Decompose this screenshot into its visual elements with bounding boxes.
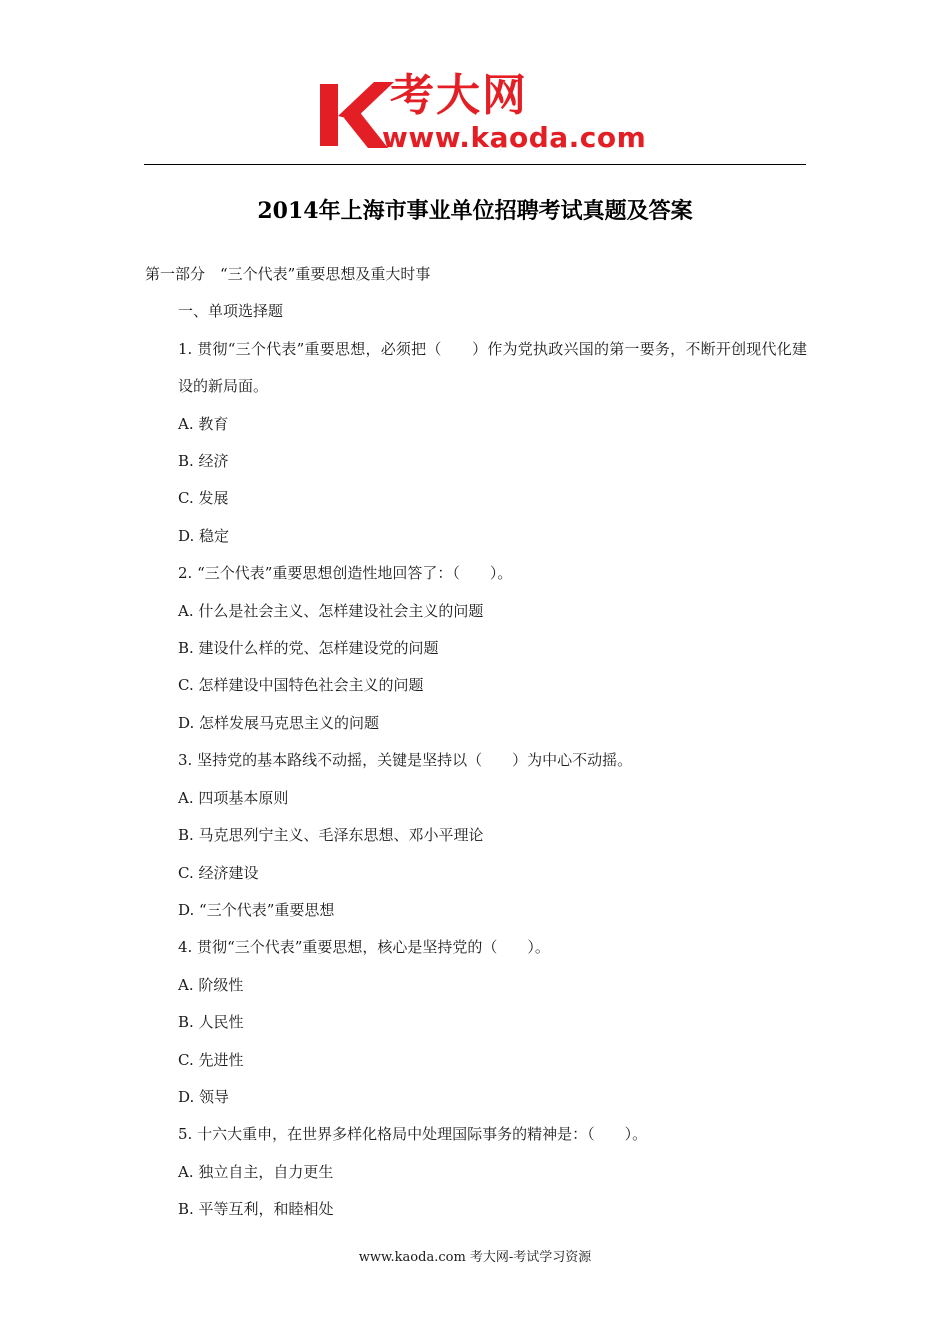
document-title: 2014年上海市事业单位招聘考试真题及答案 <box>257 198 693 224</box>
part-heading: 第一部分 “三个代表”重要思想及重大时事 <box>145 265 431 283</box>
answer-option: B. 建设什么样的党、怎样建设党的问题 <box>178 639 439 658</box>
question-text: 2. “三个代表”重要思想创造性地回答了：（ ）。 <box>178 564 513 583</box>
question-item <box>145 929 807 1116</box>
answer-option: C. 经济建设 <box>178 863 259 882</box>
answer-option: C. 怎样建设中国特色社会主义的问题 <box>178 676 424 695</box>
answer-option: B. 人民性 <box>178 1013 244 1032</box>
answer-option: A. 四项基本原则 <box>178 788 289 807</box>
question-item <box>145 742 807 929</box>
answer-option: A. 什么是社会主义、怎样建设社会主义的问题 <box>178 601 484 620</box>
question-item <box>145 331 807 555</box>
answer-option: A. 独立自主，自力更生 <box>178 1162 334 1181</box>
question-text: 1. 贯彻“三个代表”重要思想，必须把（ ）作为党执政兴国的第一要务，不断开创现代化建设的新局面。 <box>178 339 807 396</box>
answer-option: D. “三个代表”重要思想 <box>178 900 335 919</box>
kaoda-logo <box>318 70 647 158</box>
answer-option: D. 领导 <box>178 1087 230 1106</box>
question-item <box>145 1116 807 1228</box>
logo-chinese-text: 考大网 <box>390 70 528 121</box>
document-body <box>145 256 807 1229</box>
answer-option: D. 稳定 <box>178 526 230 545</box>
answer-option: C. 先进性 <box>178 1050 244 1069</box>
logo-url-text: www.kaoda.com <box>382 121 647 154</box>
section-heading: 一、单项选择题 <box>178 302 284 321</box>
page-footer: www.kaoda.com 考大网-考试学习资源 <box>358 1250 592 1265</box>
question-text: 4. 贯彻“三个代表”重要思想，核心是坚持党的（ ）。 <box>178 938 550 957</box>
answer-option: C. 发展 <box>178 489 229 508</box>
question-text: 5. 十六大重申，在世界多样化格局中处理国际事务的精神是：（ ）。 <box>178 1125 648 1144</box>
question-text: 3. 坚持党的基本路线不动摇，关键是坚持以（ ）为中心不动摇。 <box>178 751 633 770</box>
answer-option: B. 经济 <box>178 452 229 471</box>
answer-option: D. 怎样发展马克思主义的问题 <box>178 713 380 732</box>
answer-option: B. 平等互利，和睦相处 <box>178 1200 334 1219</box>
header-divider <box>144 164 806 165</box>
question-item <box>145 555 807 742</box>
answer-option: A. 阶级性 <box>178 975 244 994</box>
answer-option: B. 马克思列宁主义、毛泽东思想、邓小平理论 <box>178 826 484 845</box>
answer-option: A. 教育 <box>178 414 229 433</box>
